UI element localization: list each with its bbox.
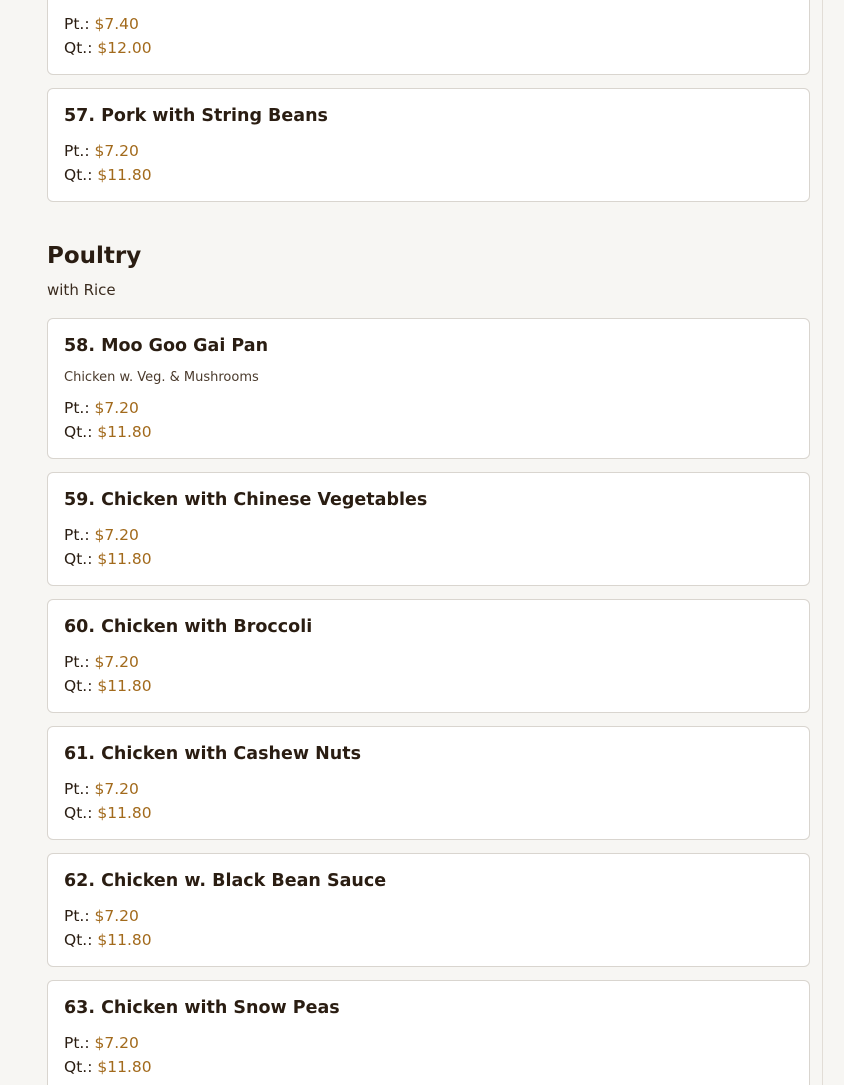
pint-label: Pt.: bbox=[64, 399, 90, 417]
menu-item-name: 58. Moo Goo Gai Pan bbox=[64, 336, 269, 356]
menu-item-name: 60. Chicken with Broccoli bbox=[64, 617, 313, 637]
pint-label: Pt.: bbox=[64, 15, 90, 33]
pint-label: Pt.: bbox=[64, 1034, 90, 1052]
menu-item-card bbox=[47, 980, 810, 1085]
quart-label: Qt.: bbox=[64, 931, 93, 949]
pint-price: $7.20 bbox=[94, 780, 139, 798]
pint-label: Pt.: bbox=[64, 142, 90, 160]
pint-price-row bbox=[64, 525, 139, 545]
quart-label: Qt.: bbox=[64, 166, 93, 184]
section-title: Poultry bbox=[47, 243, 142, 269]
quart-label: Qt.: bbox=[64, 39, 93, 57]
quart-label: Qt.: bbox=[64, 423, 93, 441]
menu-item-card bbox=[47, 853, 810, 967]
quart-price: $11.80 bbox=[97, 931, 152, 949]
pint-price: $7.40 bbox=[94, 15, 139, 33]
menu-item-card bbox=[47, 599, 810, 713]
quart-price: $11.80 bbox=[97, 1058, 152, 1076]
quart-price-row bbox=[64, 1057, 152, 1077]
menu-item-name: 63. Chicken with Snow Peas bbox=[64, 998, 340, 1018]
pint-price: $7.20 bbox=[94, 399, 139, 417]
quart-price-row bbox=[64, 930, 152, 950]
menu-item-card bbox=[47, 726, 810, 840]
menu-item-name: 57. Pork with String Beans bbox=[64, 106, 328, 126]
pint-price-row bbox=[64, 141, 139, 161]
menu-item-card bbox=[47, 472, 810, 586]
pint-label: Pt.: bbox=[64, 526, 90, 544]
menu-item-name: 59. Chicken with Chinese Vegetables bbox=[64, 490, 428, 510]
pint-price-row bbox=[64, 906, 139, 926]
quart-price: $11.80 bbox=[97, 550, 152, 568]
quart-price-row bbox=[64, 549, 152, 569]
menu-item-name: 62. Chicken w. Black Bean Sauce bbox=[64, 871, 387, 891]
quart-price-row bbox=[64, 676, 152, 696]
pint-label: Pt.: bbox=[64, 907, 90, 925]
pint-price: $7.20 bbox=[94, 653, 139, 671]
quart-price-row bbox=[64, 38, 152, 58]
quart-price: $11.80 bbox=[97, 677, 152, 695]
pint-label: Pt.: bbox=[64, 653, 90, 671]
pint-price: $7.20 bbox=[94, 526, 139, 544]
pint-price-row bbox=[64, 652, 139, 672]
quart-label: Qt.: bbox=[64, 677, 93, 695]
quart-price: $12.00 bbox=[97, 39, 152, 57]
quart-price: $11.80 bbox=[97, 423, 152, 441]
quart-label: Qt.: bbox=[64, 1058, 93, 1076]
quart-label: Qt.: bbox=[64, 804, 93, 822]
pint-price: $7.20 bbox=[94, 907, 139, 925]
pint-label: Pt.: bbox=[64, 780, 90, 798]
menu-item-card bbox=[47, 88, 810, 202]
quart-price: $11.80 bbox=[97, 804, 152, 822]
menu-item-card bbox=[47, 0, 810, 75]
pint-price-row bbox=[64, 14, 139, 34]
pint-price: $7.20 bbox=[94, 1034, 139, 1052]
pint-price-row bbox=[64, 779, 139, 799]
quart-label: Qt.: bbox=[64, 550, 93, 568]
menu-item-card bbox=[47, 318, 810, 459]
quart-price-row bbox=[64, 422, 152, 442]
pint-price-row bbox=[64, 398, 139, 418]
quart-price-row bbox=[64, 803, 152, 823]
menu-item-description: Chicken w. Veg. & Mushrooms bbox=[64, 370, 259, 385]
quart-price: $11.80 bbox=[97, 166, 152, 184]
pint-price: $7.20 bbox=[94, 142, 139, 160]
quart-price-row bbox=[64, 165, 152, 185]
pint-price-row bbox=[64, 1033, 139, 1053]
section-subtitle: with Rice bbox=[47, 281, 116, 299]
menu-item-name: 61. Chicken with Cashew Nuts bbox=[64, 744, 361, 764]
